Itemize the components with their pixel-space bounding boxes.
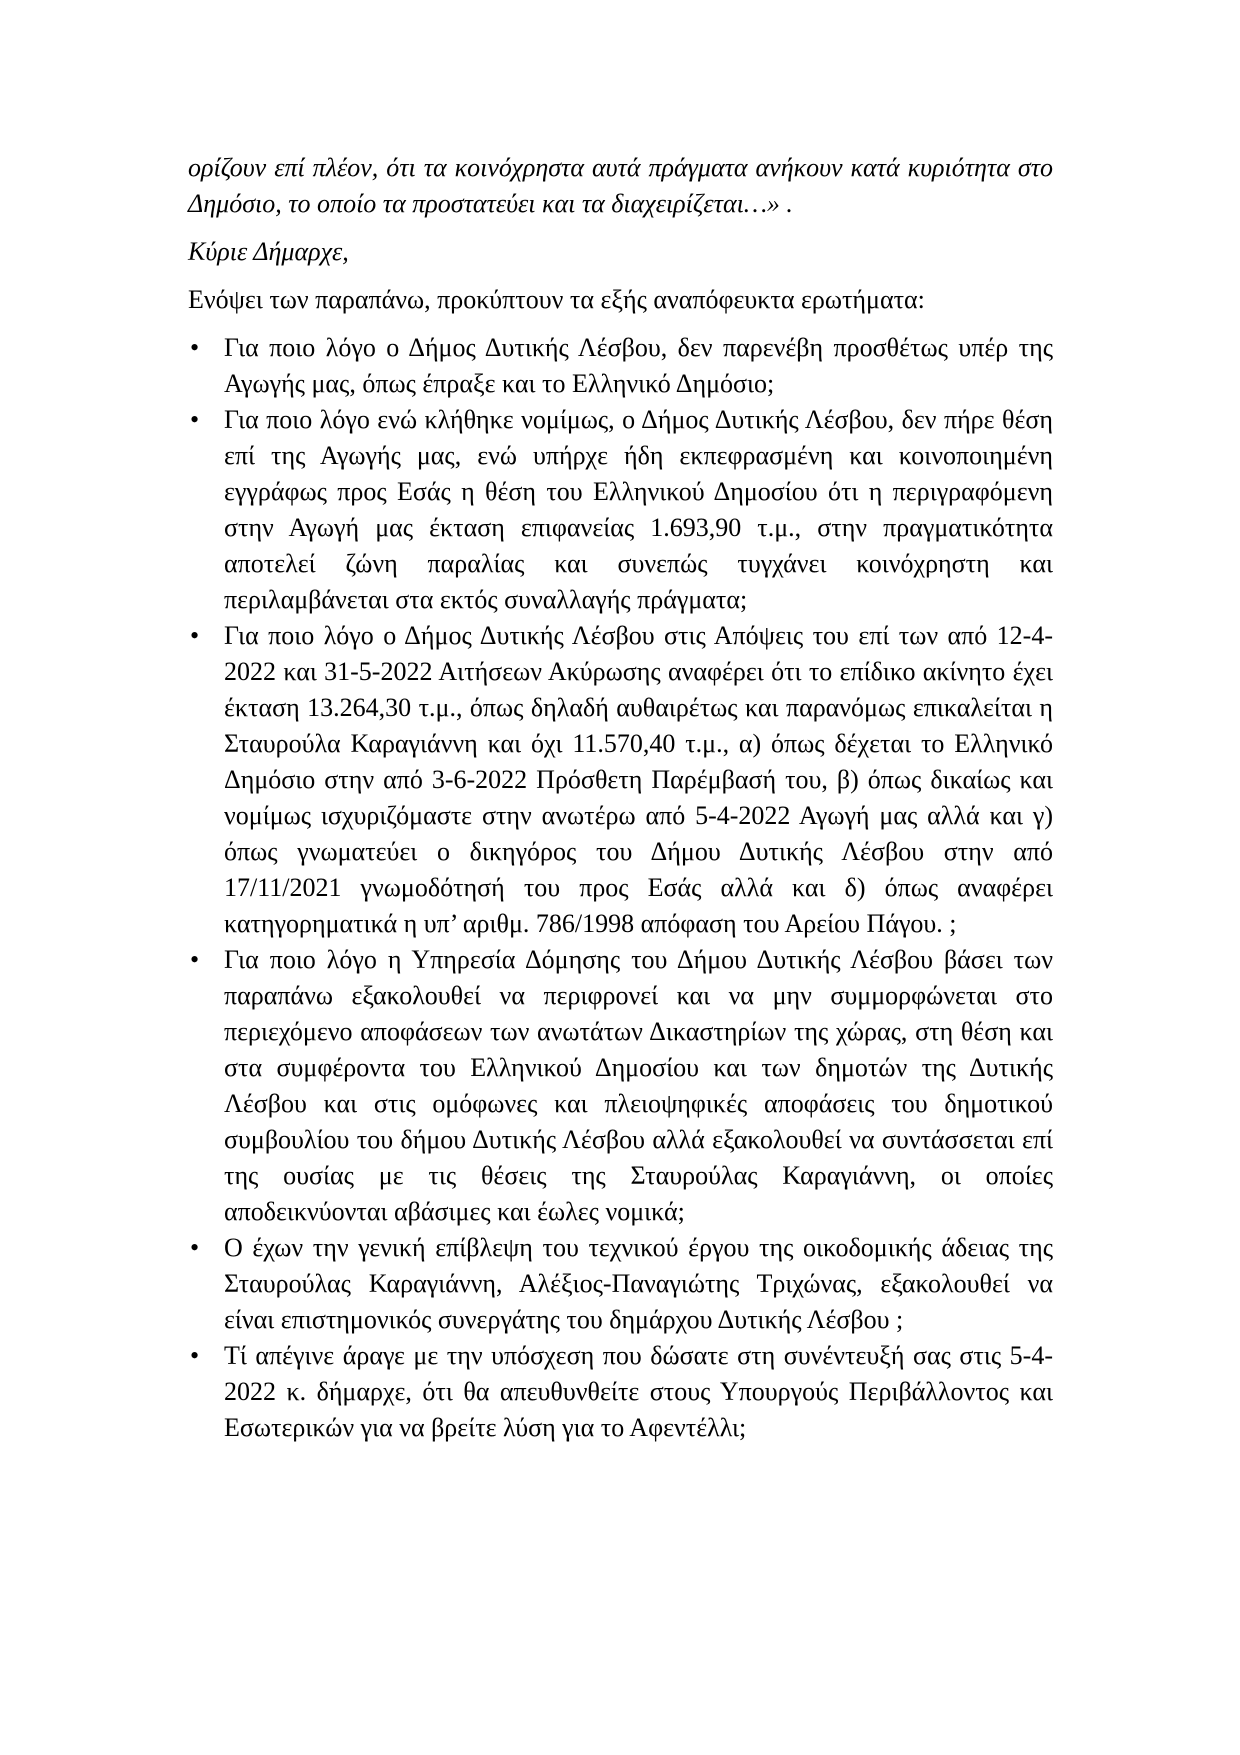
- question-text: Για ποιο λόγο ο Δήμος Δυτικής Λέσβου, δεν παρενέβη προσθέτως υπέρ της Αγωγής μας, όπως έπραξε και το Ελληνικό Δημόσιο;: [224, 333, 1053, 398]
- bullet-icon: •: [190, 333, 200, 362]
- list-item: [188, 402, 1053, 618]
- question-text: Για ποιο λόγο ενώ κλήθηκε νομίμως, ο Δήμος Δυτικής Λέσβου, δεν πήρε θέση επί της Αγωγής μας, ενώ υπήρχε ήδη εκπεφρασμένη και κοινοποιημένη εγγράφως προς Εσάς η θέση του Ελληνικού Δημοσίου ότι η περιγραφόμενη στην Αγωγή μας έκταση επιφανείας 1.693,90 τ.μ., στην πραγματικότητα αποτελεί ζώνη παραλίας και συνεπώς τυγχάνει κοινόχρηστη και περιλαμβάνεται στα εκτός συναλλαγής πράγματα;: [224, 405, 1053, 614]
- questions-list: [188, 330, 1053, 1446]
- salutation: Κύριε Δήμαρχε,: [188, 237, 349, 266]
- list-item: [188, 1338, 1053, 1446]
- question-text: Για ποιο λόγο ο Δήμος Δυτικής Λέσβου στις Απόψεις του επί των από 12-4-2022 και 31-5-2022 Αιτήσεων Ακύρωσης αναφέρει ότι το επίδικο ακίνητο έχει έκταση 13.264,30 τ.μ., όπως δηλαδή αυθαιρέτως και παρανόμως επικαλείται η Σταυρούλα Καραγιάννη και όχι 11.570,40 τ.μ., α) όπως δέχεται το Ελληνικό Δημόσιο στην από 3-6-2022 Πρόσθετη Παρέμβασή του, β) όπως δικαίως και νομίμως ισχυριζόμαστε στην ανωτέρω από 5-4-2022 Αγωγή μας αλλά και γ) όπως γνωματεύει ο δικηγόρος του Δήμου Δυτικής Λέσβου στην από 17/11/2021 γνωμοδότησή του προς Εσάς αλλά και δ) όπως αναφέρει κατηγορηματικά η υπ’ αριθμ. 786/1998 απόφαση του Αρείου Πάγου. ;: [224, 621, 1053, 938]
- document-body: [188, 150, 1053, 1446]
- question-text: Τί απέγινε άραγε με την υπόσχεση που δώσατε στη συνέντευξή σας στις 5-4-2022 κ. δήμαρχε, ότι θα απευθυνθείτε στους Υπουργούς Περιβάλλοντος και Εσωτερικών για να βρείτε λύση για το Αφεντέλλι;: [224, 1341, 1053, 1442]
- list-item: [188, 942, 1053, 1230]
- intro-paragraph: Ενόψει των παραπάνω, προκύπτουν τα εξής αναπόφευκτα ερωτήματα:: [188, 285, 925, 314]
- bullet-icon: •: [190, 405, 200, 434]
- question-text: Ο έχων την γενική επίβλεψη του τεχνικού έργου της οικοδομικής άδειας της Σταυρούλας Καραγιάννη, Αλέξιος-Παναγιώτης Τριχώνας, εξακολουθεί να είναι επιστημονικός συνεργάτης του δημάρχου Δυτικής Λέσβου ;: [224, 1233, 1053, 1334]
- quote-continuation: ορίζουν επί πλέον, ότι τα κοινόχρηστα αυτά πράγματα ανήκουν κατά κυριότητα στο Δημόσιο, το οποίο τα προστατεύει και τα διαχειρίζεται…» .: [188, 153, 1053, 218]
- list-item: [188, 1230, 1053, 1338]
- list-item: [188, 330, 1053, 402]
- question-text: Για ποιο λόγο η Υπηρεσία Δόμησης του Δήμου Δυτικής Λέσβου βάσει των παραπάνω εξακολουθεί να περιφρονεί και να μην συμμορφώνεται στο περιεχόμενο αποφάσεων των ανωτάτων Δικαστηρίων της χώρας, στη θέση και στα συμφέροντα του Ελληνικού Δημοσίου και των δημοτών της Δυτικής Λέσβου και στις ομόφωνες και πλειοψηφικές αποφάσεις του δημοτικού συμβουλίου του δήμου Δυτικής Λέσβου αλλά εξακολουθεί να συντάσσεται επί της ουσίας με τις θέσεις της Σταυρούλας Καραγιάννη, οι οποίες αποδεικνύονται αβάσιμες και έωλες νομικά;: [224, 945, 1053, 1226]
- bullet-icon: •: [190, 1341, 200, 1370]
- bullet-icon: •: [190, 1233, 200, 1262]
- bullet-icon: •: [190, 621, 200, 650]
- bullet-icon: •: [190, 945, 200, 974]
- list-item: [188, 618, 1053, 942]
